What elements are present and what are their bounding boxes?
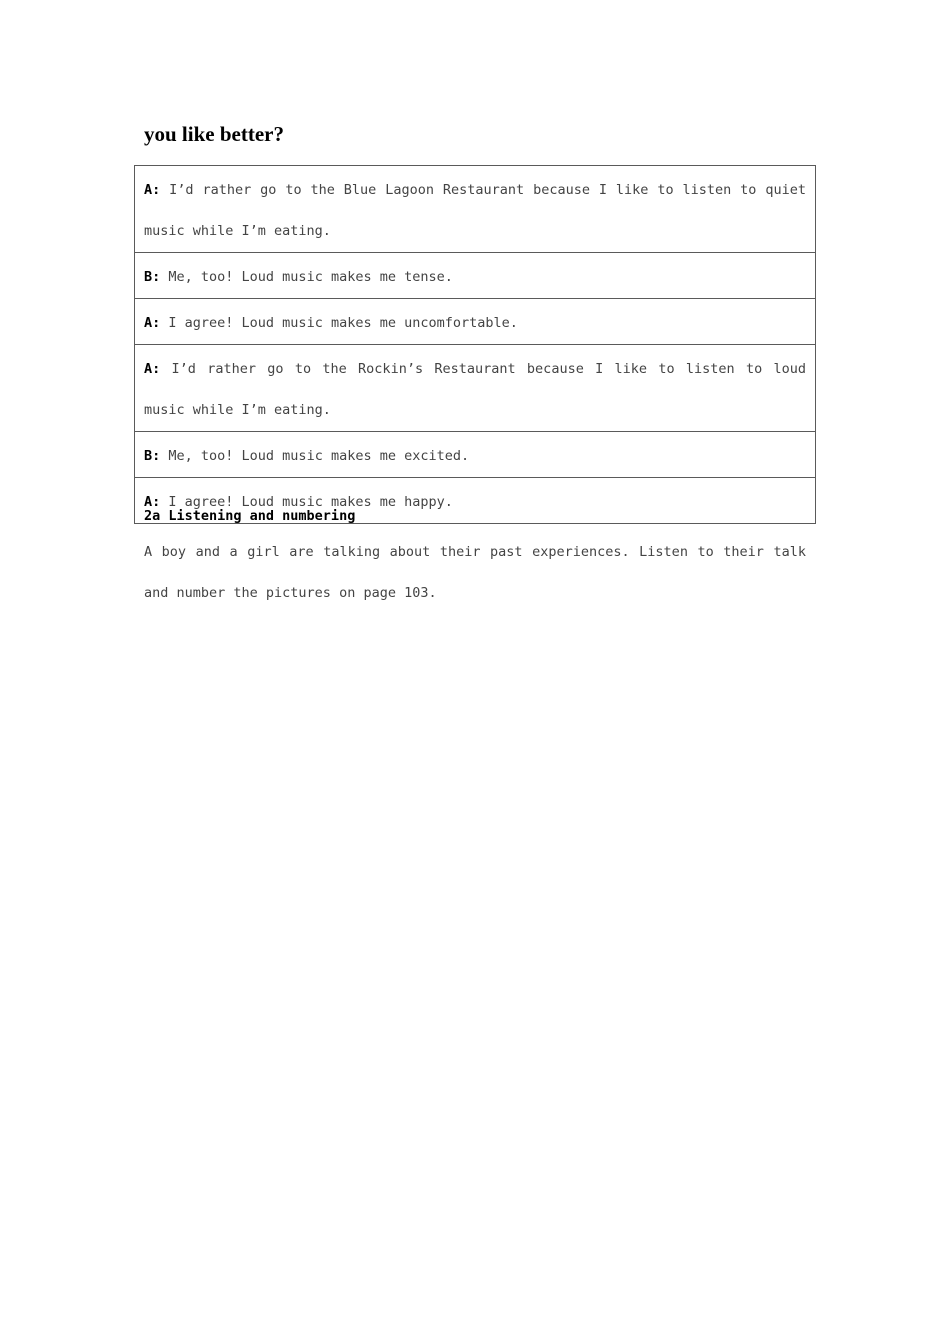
dialogue-text: I agree! Loud music makes me happy. (160, 494, 453, 510)
speaker-label: A: (144, 182, 161, 198)
speaker-label: A: (144, 494, 161, 510)
speaker-label: B: (144, 448, 161, 464)
section-title: 2a Listening and numbering (144, 508, 356, 524)
dialogue-cell (135, 253, 816, 299)
dialogue-row (135, 345, 816, 432)
dialogue-text: I’d rather go to the Rockin’s Restaurant because I like to listen to loud music while I’m eating. (144, 361, 806, 418)
page-heading: you like better? (144, 122, 284, 146)
dialogue-row (135, 166, 816, 253)
dialogue-row (135, 299, 816, 345)
dialogue-text: Me, too! Loud music makes me tense. (160, 269, 453, 285)
dialogue-table (134, 165, 816, 524)
dialogue-row (135, 253, 816, 299)
speaker-label: B: (144, 269, 161, 285)
dialogue-cell (135, 432, 816, 478)
dialogue-text: Me, too! Loud music makes me excited. (160, 448, 470, 464)
speaker-label: A: (144, 361, 161, 377)
dialogue-cell (135, 166, 816, 253)
speaker-label: A: (144, 315, 161, 331)
dialogue-text: I’d rather go to the Blue Lagoon Restaurant because I like to listen to quiet music while I’m eating. (144, 182, 806, 239)
dialogue-cell (135, 299, 816, 345)
section-body: A boy and a girl are talking about their past experiences. Listen to their talk and number the pictures on page 103. (144, 544, 806, 601)
dialogue-cell (135, 345, 816, 432)
dialogue-row (135, 432, 816, 478)
dialogue-text: I agree! Loud music makes me uncomfortable. (160, 315, 518, 331)
